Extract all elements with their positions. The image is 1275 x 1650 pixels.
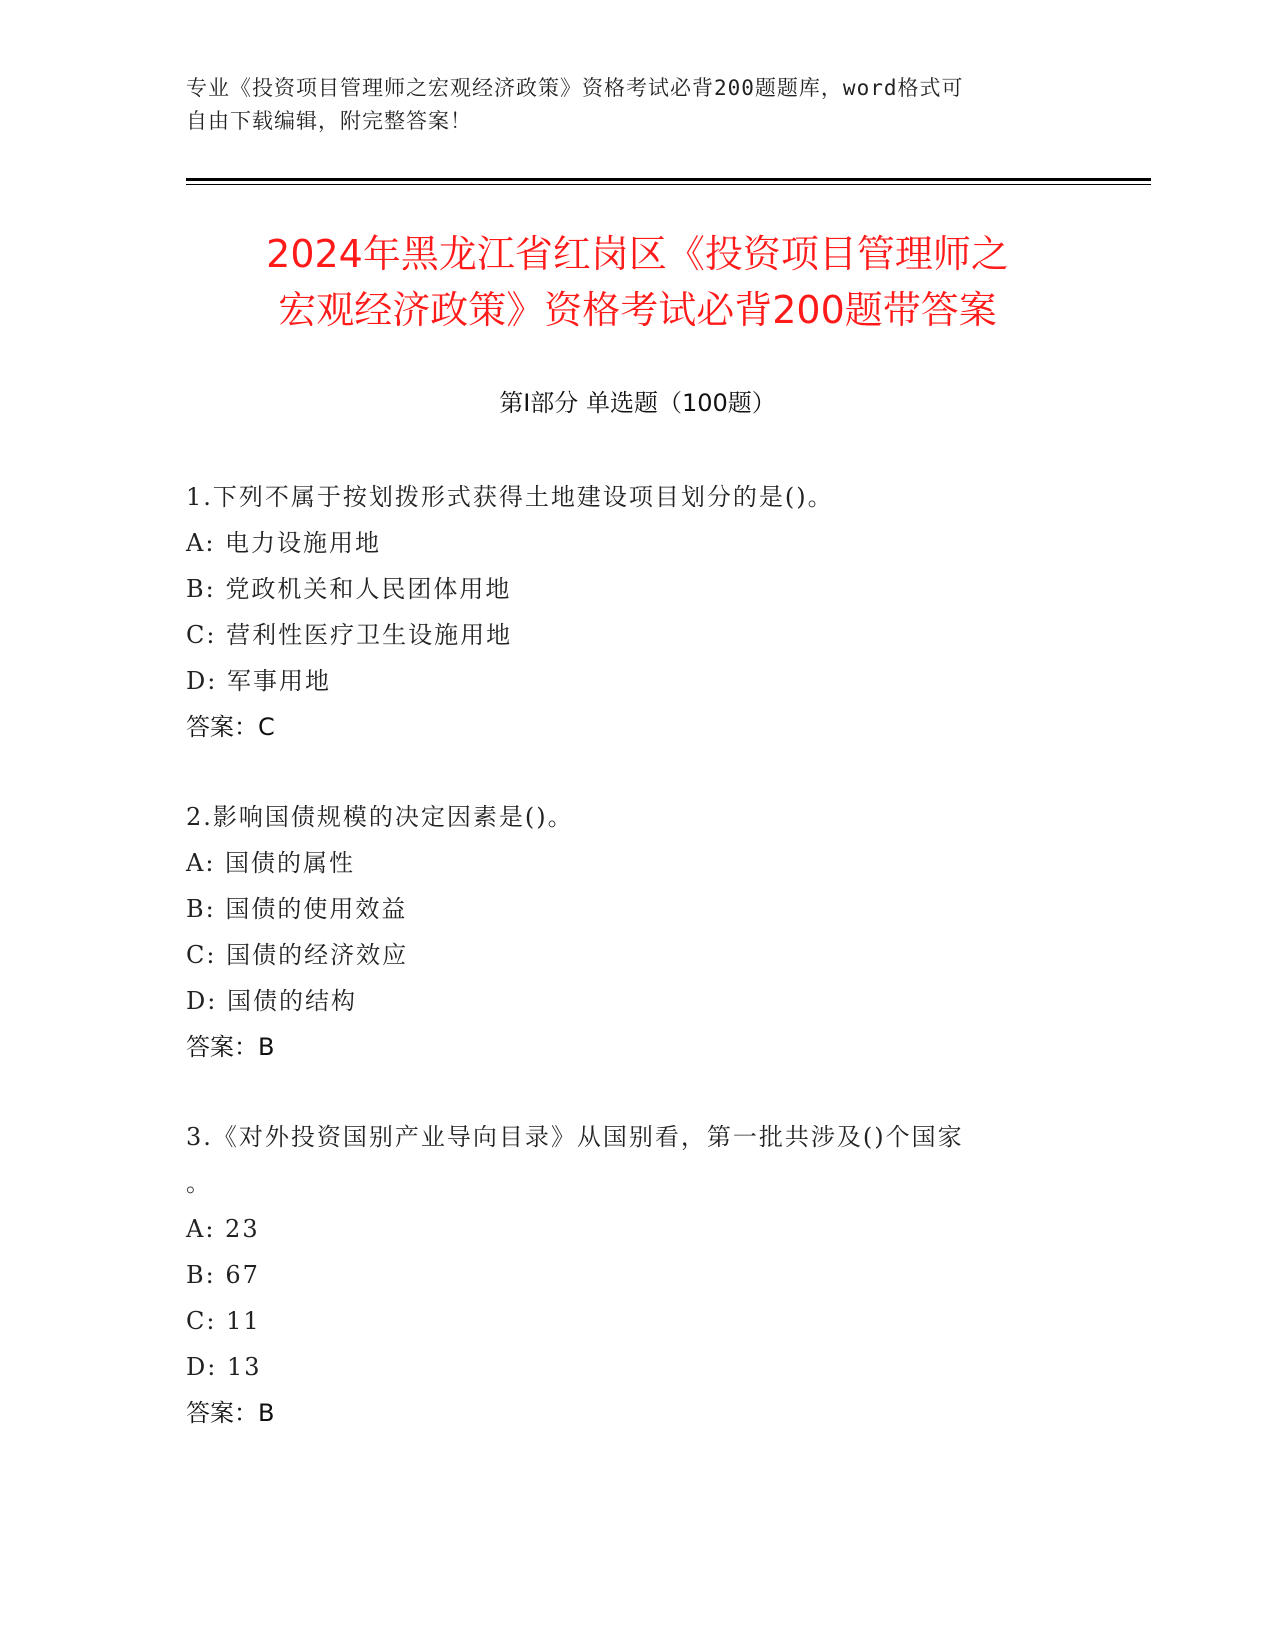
option-d: D: 13 <box>186 1353 262 1381</box>
document-title <box>120 226 1155 338</box>
option-b: B: 67 <box>186 1261 260 1289</box>
question-stem-tail: 。 <box>186 1169 212 1197</box>
question-stem-text: 3.《对外投资国别产业导向目录》从国别看，第一批共涉及()个国家 <box>186 1123 964 1151</box>
question-stem-text: 2.影响国债规模的决定因素是()。 <box>186 803 574 831</box>
section-heading: 第Ⅰ部分 单选题（100题） <box>499 389 776 417</box>
question-3 <box>186 1114 1066 1436</box>
header-divider-thick <box>186 178 1151 181</box>
intro-line-2: 自由下载编辑，附完整答案！ <box>186 109 472 133</box>
question-stem <box>186 474 1066 520</box>
option-a: A: 国债的属性 <box>186 849 356 877</box>
option-a: A: 电力设施用地 <box>186 529 382 557</box>
option-a: A: 23 <box>186 1215 260 1243</box>
option-d: D: 军事用地 <box>186 667 331 695</box>
answer-label: 答案：B <box>186 1033 275 1061</box>
question-stem-text: 1.下列不属于按划拨形式获得土地建设项目划分的是()。 <box>186 483 834 511</box>
option-b: B: 国债的使用效益 <box>186 895 408 923</box>
document-title-line-2: 宏观经济政策》资格考试必背200题带答案 <box>278 288 997 332</box>
option-b: B: 党政机关和人民团体用地 <box>186 575 512 603</box>
answer-label: 答案：B <box>186 1399 275 1427</box>
question-2 <box>186 794 1066 1070</box>
question-stem <box>186 794 1066 840</box>
document-title-line-1: 2024年黑龙江省红岗区《投资项目管理师之 <box>266 232 1009 276</box>
option-c: C: 营利性医疗卫生设施用地 <box>186 621 513 649</box>
question-stem <box>186 1114 1066 1206</box>
question-1 <box>186 474 1066 750</box>
intro-paragraph <box>186 72 1066 138</box>
option-d: D: 国债的结构 <box>186 987 357 1015</box>
option-c: C: 国债的经济效应 <box>186 941 409 969</box>
intro-line-1: 专业《投资项目管理师之宏观经济政策》资格考试必背200题题库，word格式可 <box>186 76 964 100</box>
answer-label: 答案：C <box>186 713 275 741</box>
header-divider-thin <box>186 184 1151 185</box>
option-c: C: 11 <box>186 1307 261 1335</box>
question-list <box>186 474 1066 1480</box>
